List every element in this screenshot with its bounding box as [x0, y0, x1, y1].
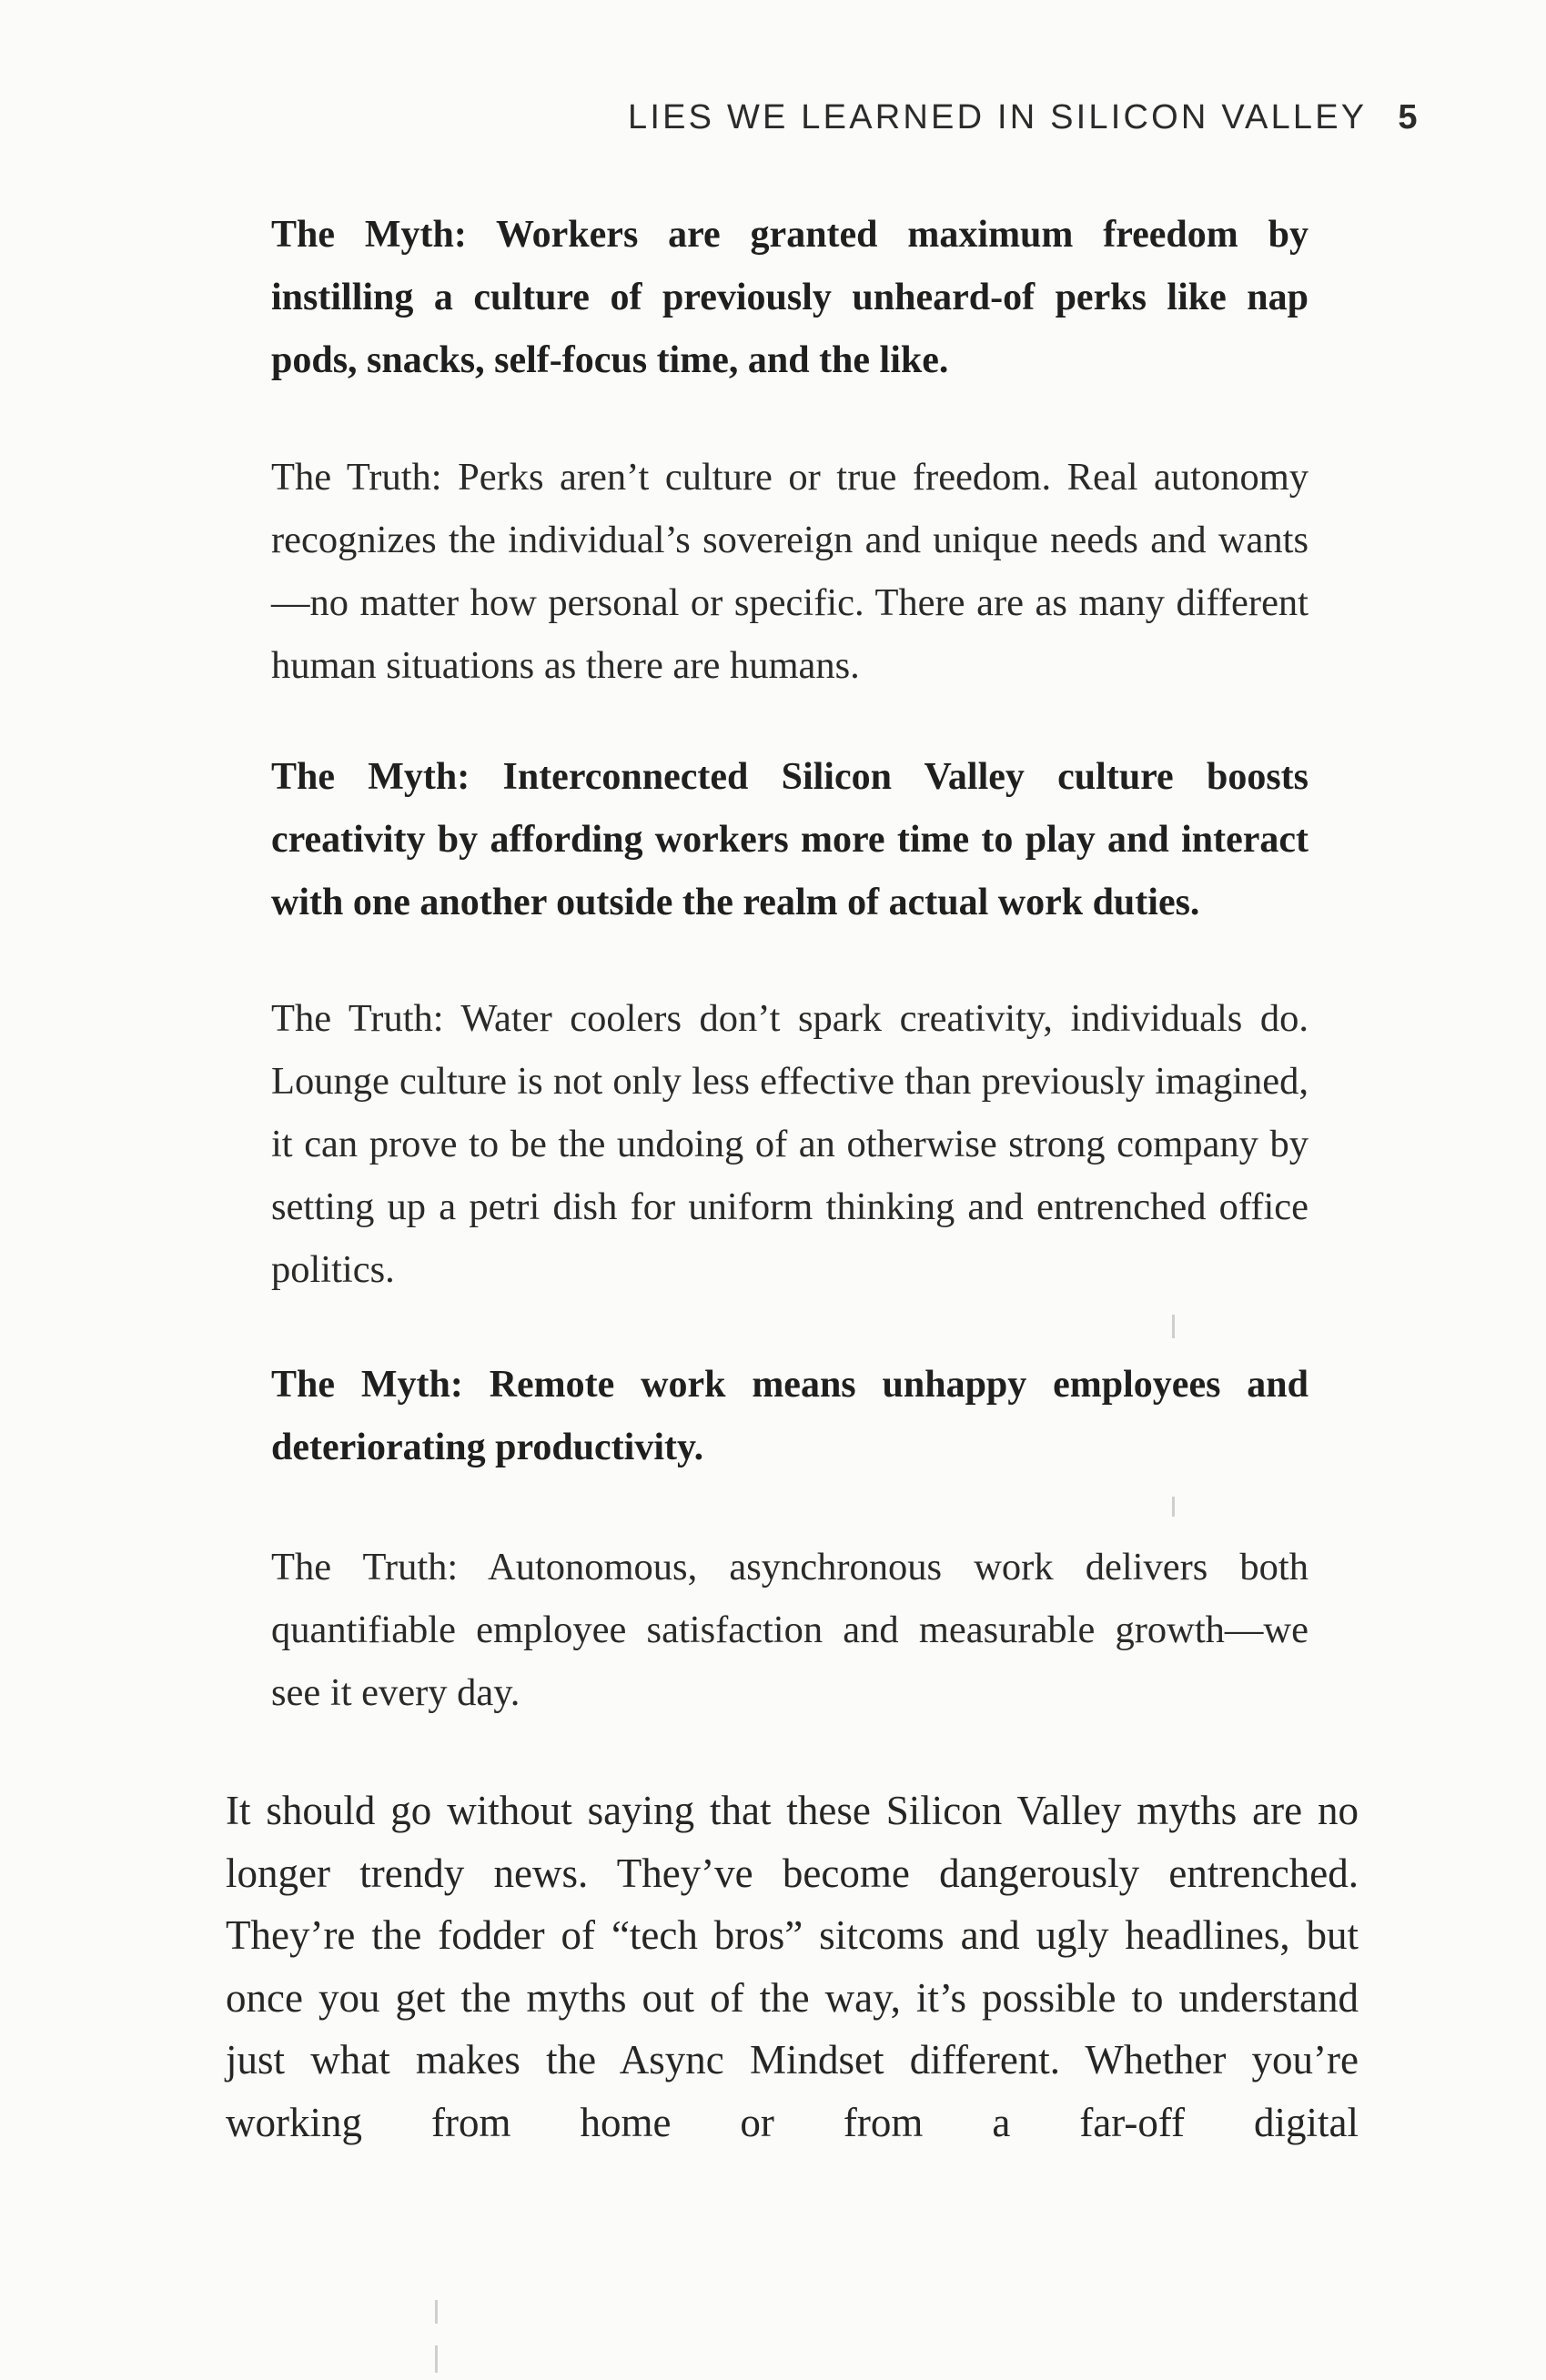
myth-3: The Myth: Remote work means unhappy employees and deteriorating productivity.	[271, 1364, 1309, 1468]
scan-mark	[435, 2345, 438, 2373]
myth-2: The Myth: Interconnected Silicon Valley culture boosts creativity by affording workers more time to play and interact with one another outside the realm of actual work duties.	[271, 756, 1309, 923]
body-paragraph: It should go without saying that these Silicon Valley myths are no longer trendy news. They’ve become dangerously entrenched. They’re the fodder of “tech bros” sitcoms and ugly headlines, but once you get the myths out of the way, it’s possible to understand just what makes the Async Mindset different. Whether you’re working from home or from a far-off digital	[226, 1788, 1359, 2145]
scan-mark	[1172, 1497, 1175, 1517]
running-head	[628, 98, 1420, 137]
scan-mark	[1172, 1315, 1175, 1338]
scan-mark	[435, 2300, 438, 2324]
truth-1: The Truth: Perks aren’t culture or true freedom. Real autonomy recognizes the individual’s sovereign and unique needs and wants—no matter how personal or specific. There are as many different human situations as there are humans.	[271, 456, 1309, 687]
running-title: LIES WE LEARNED IN SILICON VALLEY	[628, 98, 1368, 136]
page-number: 5	[1398, 98, 1420, 136]
myth-1: The Myth: Workers are granted maximum freedom by instilling a culture of previously unheard-of perks like nap pods, snacks, self-focus time, and the like.	[271, 214, 1309, 381]
truth-3: The Truth: Autonomous, asynchronous work delivers both quantifiable employee satisfaction and measurable growth—we see it every day.	[271, 1546, 1309, 1714]
truth-2: The Truth: Water coolers don’t spark creativity, individuals do. Lounge culture is not only less effective than previously imagined, it can prove to be the undoing of an otherwise strong company by setting up a petri dish for uniform thinking and entrenched office politics.	[271, 997, 1309, 1291]
